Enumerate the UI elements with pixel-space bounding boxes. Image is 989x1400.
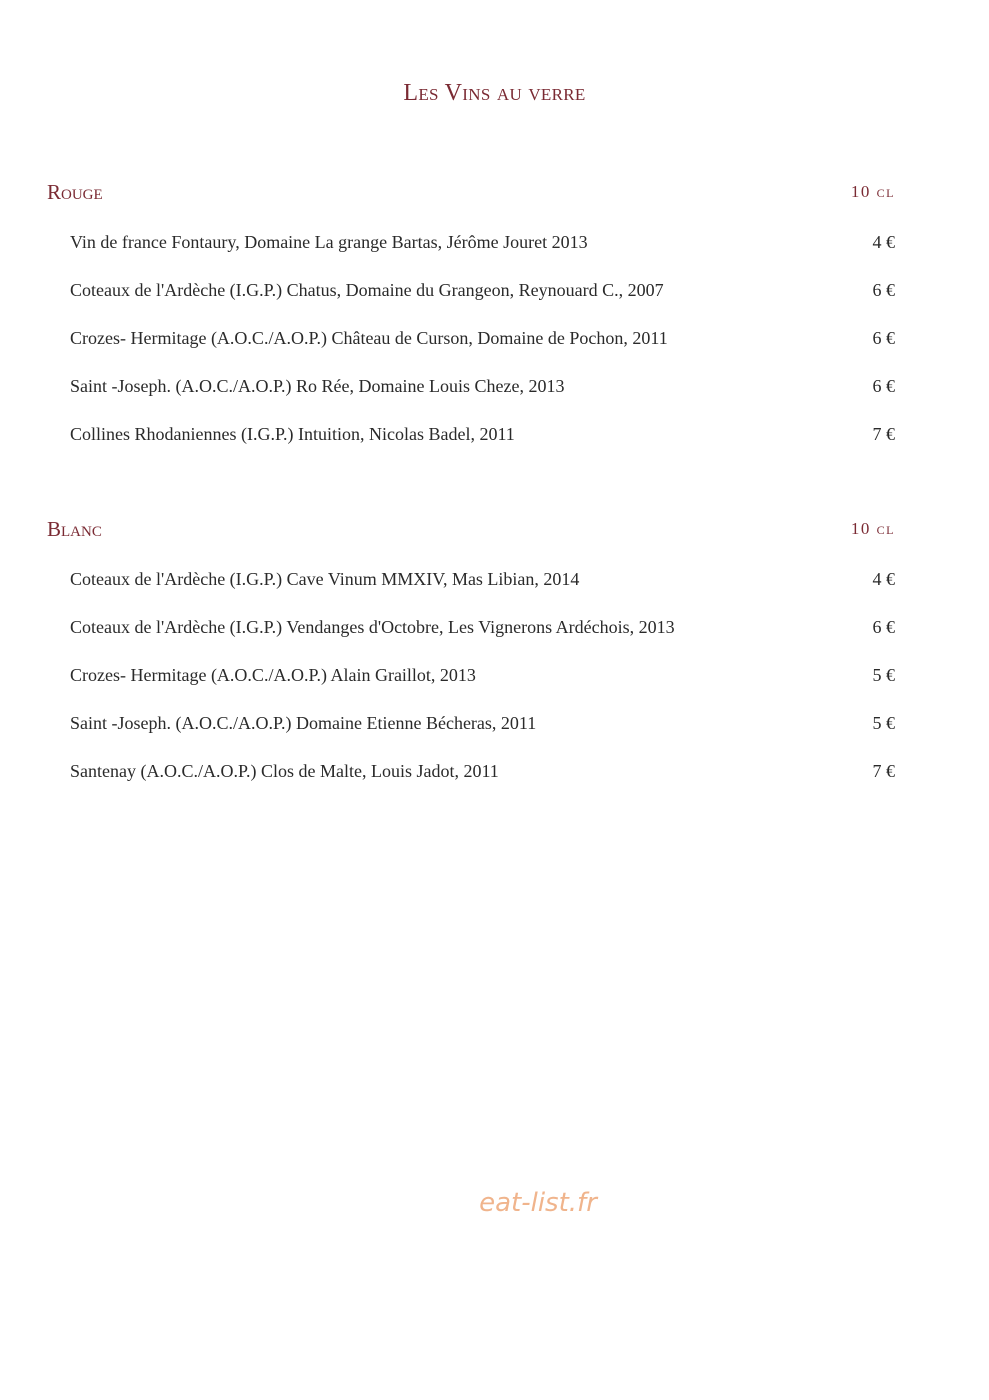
wine-price: 7 € bbox=[872, 761, 895, 781]
wine-price: 7 € bbox=[872, 424, 895, 444]
wine-name: Saint -Joseph. (A.O.C./A.O.P.) Domaine Etienne Bécheras, 2011 bbox=[70, 713, 537, 733]
wine-price: 6 € bbox=[872, 376, 895, 396]
list-item bbox=[47, 328, 895, 376]
wine-price: 6 € bbox=[872, 617, 895, 637]
wine-name: Coteaux de l'Ardèche (I.G.P.) Vendanges d'Octobre, Les Vignerons Ardéchois, 2013 bbox=[70, 617, 675, 637]
list-item bbox=[47, 713, 895, 761]
wine-list bbox=[47, 232, 895, 472]
list-item bbox=[47, 617, 895, 665]
watermark: eat-list.fr bbox=[479, 1188, 597, 1218]
list-item bbox=[47, 665, 895, 713]
section-blanc bbox=[47, 517, 895, 809]
list-item bbox=[47, 761, 895, 809]
wine-price: 5 € bbox=[872, 713, 895, 733]
section-header bbox=[47, 517, 895, 547]
wine-name: Coteaux de l'Ardèche (I.G.P.) Cave Vinum MMXIV, Mas Libian, 2014 bbox=[70, 569, 580, 589]
wine-name: Crozes- Hermitage (A.O.C./A.O.P.) Château de Curson, Domaine de Pochon, 2011 bbox=[70, 328, 668, 348]
wine-price: 6 € bbox=[872, 328, 895, 348]
wine-name: Coteaux de l'Ardèche (I.G.P.) Chatus, Domaine du Grangeon, Reynouard C., 2007 bbox=[70, 280, 664, 300]
wine-price: 4 € bbox=[872, 232, 895, 252]
wine-price: 5 € bbox=[872, 665, 895, 685]
section-header bbox=[47, 180, 895, 210]
section-rouge bbox=[47, 180, 895, 472]
section-title: Rouge bbox=[47, 180, 103, 204]
wine-name: Collines Rhodaniennes (I.G.P.) Intuition, Nicolas Badel, 2011 bbox=[70, 424, 515, 444]
list-item bbox=[47, 280, 895, 328]
list-item bbox=[47, 376, 895, 424]
wine-price: 6 € bbox=[872, 280, 895, 300]
section-title: Blanc bbox=[47, 517, 102, 541]
section-unit: 10 cl bbox=[850, 182, 895, 201]
section-unit: 10 cl bbox=[850, 519, 895, 538]
wine-name: Vin de france Fontaury, Domaine La grange Bartas, Jérôme Jouret 2013 bbox=[70, 232, 588, 252]
page-title: Les Vins au verre bbox=[403, 80, 586, 106]
wine-name: Saint -Joseph. (A.O.C./A.O.P.) Ro Rée, Domaine Louis Cheze, 2013 bbox=[70, 376, 565, 396]
wine-name: Crozes- Hermitage (A.O.C./A.O.P.) Alain Graillot, 2013 bbox=[70, 665, 476, 685]
wine-list bbox=[47, 569, 895, 809]
list-item bbox=[47, 569, 895, 617]
wine-name: Santenay (A.O.C./A.O.P.) Clos de Malte, Louis Jadot, 2011 bbox=[70, 761, 499, 781]
wine-price: 4 € bbox=[872, 569, 895, 589]
list-item bbox=[47, 232, 895, 280]
list-item bbox=[47, 424, 895, 472]
